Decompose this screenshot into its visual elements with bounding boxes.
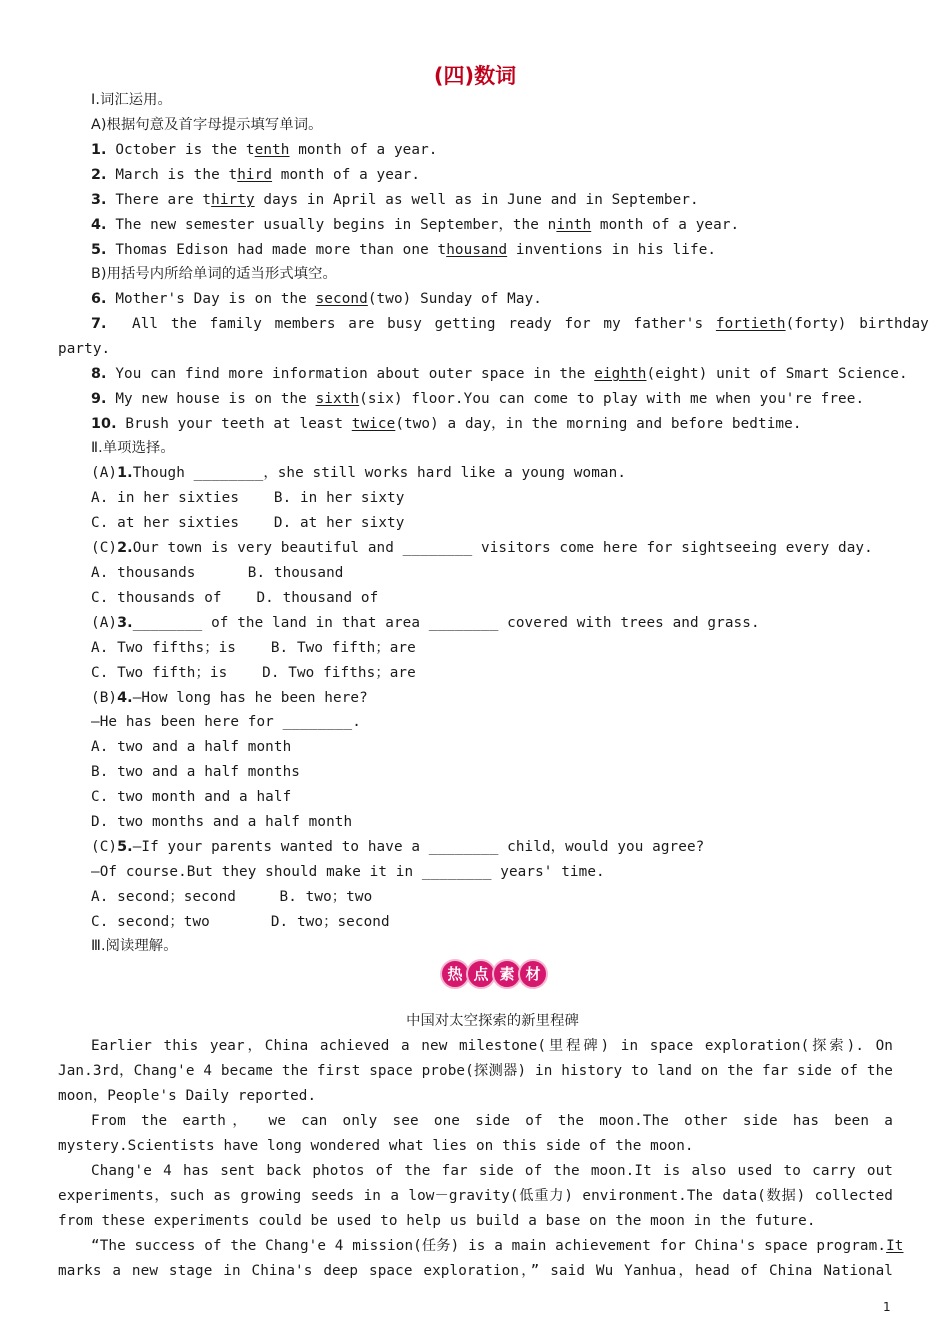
item-number: 7. (91, 316, 107, 332)
item-number: 6. (91, 291, 107, 307)
vocab-item (91, 140, 438, 160)
mc-answer: (A) (91, 465, 118, 481)
mc-options: D. two months and a half month (91, 814, 353, 830)
badge-char: 材 (518, 959, 548, 989)
vocab-item (91, 215, 739, 235)
mc-question (91, 688, 368, 708)
passage-text: “The success of the Chang'e 4 mission(任务) is a main achievement for China's space program. (91, 1238, 887, 1254)
item-text: —How long has he been here? (132, 690, 368, 706)
item-text: (two) Sunday of May. (367, 291, 542, 307)
answer: housand (446, 242, 508, 258)
mc-question (91, 463, 626, 483)
item-text: (two) a day，in the morning and before bedtime. (395, 416, 802, 432)
item-text: days in April as well as in June and in September. (254, 192, 699, 208)
item-number: 1. (117, 465, 133, 481)
mc-options: C. second；two D. two；second (91, 914, 390, 930)
item-text: Our town is very beautiful and ________ visitors come here for sightseeing every day. (132, 540, 873, 556)
item-number: 8. (91, 366, 107, 382)
vocab-item (91, 414, 802, 434)
item-number: 9. (91, 391, 107, 407)
section-1b-instruction: B)用括号内所给单词的适当形式填空。 (91, 266, 337, 282)
passage-line: mystery.Scientists have long wondered what lies on this side of the moon. (58, 1138, 694, 1154)
mc-options: C. two month and a half (91, 789, 292, 805)
mc-options: C. at her sixties D. at her sixty (91, 515, 405, 531)
section-1a-instruction: A)根据句意及首字母提示填写单词。 (91, 117, 323, 133)
badge-char: 热 (440, 959, 470, 989)
hot-material-badge (440, 958, 544, 988)
section-2-heading: Ⅱ.单项选择。 (91, 440, 175, 456)
item-text: (forty) birthday (785, 316, 929, 332)
passage-line: Earlier this year，China achieved a new milestone(里程碑) in space exploration(探索). On (91, 1038, 893, 1054)
item-text: ________ of the land in that area ________ covered with trees and grass. (132, 615, 760, 631)
item-text: month of a year. (591, 217, 740, 233)
page-title: (四)数词 (433, 64, 517, 88)
item-text: There are t (115, 192, 212, 208)
item-text: Though ________，she still works hard like a young woman. (132, 465, 627, 481)
reading-heading: 中国对太空探索的新里程碑 (406, 1013, 579, 1029)
mc-answer: (B) (91, 690, 118, 706)
item-text: —If your parents wanted to have a ________ child，would you agree? (132, 839, 705, 855)
item-text: All the family members are busy getting ready for my father's (132, 316, 716, 332)
mc-answer: (C) (91, 839, 118, 855)
answer: sixth (315, 391, 360, 407)
answer: eighth (594, 366, 647, 382)
vocab-item (91, 240, 716, 260)
answer: hirty (211, 192, 255, 208)
passage-line: experiments，such as growing seeds in a low－gravity(低重力) environment.The data(数据) collected (58, 1188, 893, 1204)
vocab-item (91, 165, 420, 185)
item-text: month of a year. (289, 142, 438, 158)
mc-options: B. two and a half months (91, 764, 300, 780)
mc-options: A. second；second B. two；two (91, 889, 373, 905)
item-text: Thomas Edison had made more than one t (115, 242, 447, 258)
page-number: 1 (883, 1300, 891, 1314)
mc-answer: (C) (91, 540, 118, 556)
badge-char: 素 (492, 959, 522, 989)
passage-line: From the earth， we can only see one side of the moon.The other side has been a (91, 1113, 893, 1129)
item-text: My new house is on the (115, 391, 316, 407)
answer: twice (351, 416, 396, 432)
vocab-item (91, 314, 929, 334)
vocab-item-continuation: party. (58, 341, 111, 357)
vocab-item (91, 289, 542, 309)
item-number: 5. (117, 839, 133, 855)
mc-options: A. Two fifths；is B. Two fifth；are (91, 640, 416, 656)
passage-line (91, 1236, 903, 1256)
item-text: inventions in his life. (507, 242, 717, 258)
mc-question (91, 538, 873, 558)
item-text: October is the t (115, 142, 255, 158)
mc-question (91, 613, 760, 633)
mc-question-line: —He has been here for ________. (91, 714, 361, 730)
passage-line: Chang'e 4 has sent back photos of the far side of the moon.It is also used to carry out (91, 1163, 893, 1179)
item-text: month of a year. (272, 167, 421, 183)
vocab-item (91, 389, 864, 409)
item-number: 3. (117, 615, 133, 631)
mc-question (91, 837, 704, 857)
passage-line: from these experiments could be used to help us build a base on the moon in the future. (58, 1213, 816, 1229)
item-number: 2. (117, 540, 133, 556)
mc-options: A. in her sixties B. in her sixty (91, 490, 405, 506)
item-number: 3. (91, 192, 107, 208)
answer: second (315, 291, 368, 307)
item-text: The new semester usually begins in September，the n (115, 217, 557, 233)
answer: hird (237, 167, 273, 183)
badge-char: 点 (466, 959, 496, 989)
mc-options: A. thousands B. thousand (91, 565, 344, 581)
item-number: 2. (91, 167, 107, 183)
item-text: March is the t (115, 167, 238, 183)
item-text: Brush your teeth at least (125, 416, 352, 432)
answer: inth (556, 217, 592, 233)
mc-options: C. Two fifth；is D. Two fifths；are (91, 665, 416, 681)
mc-question-line: —Of course.But they should make it in ________ years' time. (91, 864, 605, 880)
passage-text-underlined: It (886, 1238, 904, 1254)
passage-line: marks a new stage in China's deep space exploration，” said Wu Yanhua，head of China National (58, 1263, 893, 1279)
answer: fortieth (715, 316, 786, 332)
item-number: 10. (91, 416, 117, 432)
item-number: 5. (91, 242, 107, 258)
item-number: 4. (91, 217, 107, 233)
passage-line: Jan.3rd，Chang'e 4 became the first space probe(探测器) in history to land on the far side of the (58, 1063, 893, 1079)
passage-line: moon，People's Daily reported. (58, 1088, 317, 1104)
vocab-item (91, 190, 699, 210)
item-text: Mother's Day is on the (115, 291, 316, 307)
answer: enth (254, 142, 290, 158)
section-3-heading: Ⅲ.阅读理解。 (91, 938, 178, 954)
mc-answer: (A) (91, 615, 118, 631)
mc-options: C. thousands of D. thousand of (91, 590, 379, 606)
item-number: 4. (117, 690, 133, 706)
vocab-item (91, 364, 908, 384)
item-number: 1. (91, 142, 107, 158)
mc-options: A. two and a half month (91, 739, 292, 755)
item-text: You can find more information about outer space in the (115, 366, 595, 382)
section-1-heading: Ⅰ.词汇运用。 (91, 92, 172, 108)
item-text: (six) floor.You can come to play with me when you're free. (359, 391, 865, 407)
item-text: (eight) unit of Smart Science. (646, 366, 908, 382)
